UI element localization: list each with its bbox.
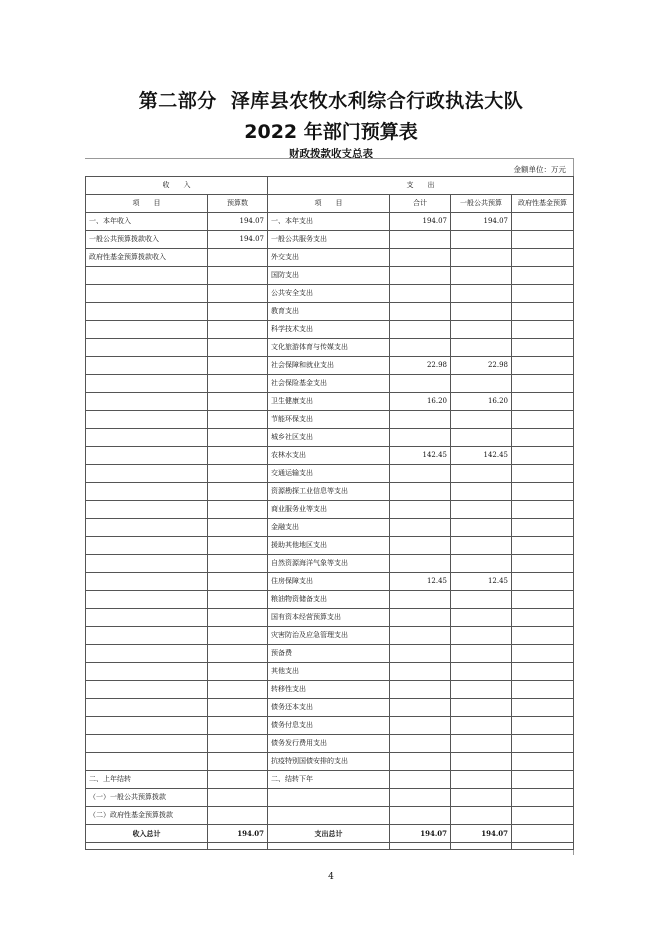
expense-item-cell: 预备费 [268,645,390,663]
expense-item-cell: 城乡社区支出 [268,429,390,447]
header-row-top [86,177,574,195]
expense-total-cell [390,717,451,735]
expense-total-cell [390,537,451,555]
table-row [86,357,574,375]
general-public-cell: 22.98 [451,357,512,375]
expense-total-cell [390,411,451,429]
table-row [86,609,574,627]
income-item-cell: （一）一般公共预算拨款 [86,789,208,807]
general-public-cell [451,807,512,825]
general-public-cell [451,519,512,537]
expense-item-cell: 抗疫特别国债安排的支出 [268,753,390,771]
expense-total-cell [390,555,451,573]
income-item-cell [86,645,208,663]
general-public-cell [451,663,512,681]
income-item-cell [86,627,208,645]
income-item-cell [86,411,208,429]
income-amount-cell [208,699,268,717]
expense-item-cell: 社会保险基金支出 [268,375,390,393]
expense-total-cell: 12.45 [390,573,451,591]
general-public-cell [451,717,512,735]
expense-item-cell: 国有资本经营预算支出 [268,609,390,627]
general-public-cell [451,627,512,645]
table-row [86,681,574,699]
expense-item-cell: 灾害防治及应急管理支出 [268,627,390,645]
expense-total-cell [390,699,451,717]
general-public-cell [451,609,512,627]
income-item-cell [86,537,208,555]
general-public-cell [451,753,512,771]
header-row-columns [86,195,574,213]
expense-item-cell: 社会保障和就业支出 [268,357,390,375]
expense-item-cell: 国防支出 [268,267,390,285]
table-row [86,213,574,231]
income-item-cell [86,735,208,753]
expense-item-cell: 债务还本支出 [268,699,390,717]
income-item-cell [86,267,208,285]
expense-item-cell: 援助其他地区支出 [268,537,390,555]
expense-total-cell [390,429,451,447]
income-amount-cell [208,807,268,825]
general-public-cell [451,735,512,753]
expense-total-cell [390,303,451,321]
income-amount-cell [208,429,268,447]
budget-table [85,176,574,850]
general-public-cell [451,321,512,339]
general-public-total: 194.07 [451,825,512,843]
income-item-cell [86,519,208,537]
expense-total-label: 支出总计 [268,825,390,843]
year-title: 2022 年部门预算表 [244,121,418,143]
expense-item-cell: 债务发行费用支出 [268,735,390,753]
income-amount-cell [208,663,268,681]
expense-item-cell [268,807,390,825]
general-public-cell [451,303,512,321]
gov-fund-cell [512,771,574,789]
general-public-cell: 16.20 [451,393,512,411]
gov-fund-cell [512,519,574,537]
expense-item-cell: 金融支出 [268,519,390,537]
income-item-cell [86,285,208,303]
income-amount-cell [208,339,268,357]
income-item-cell [86,447,208,465]
table-tail-row [86,843,574,850]
gov-fund-cell [512,429,574,447]
income-item-cell [86,465,208,483]
gov-fund-cell [512,447,574,465]
income-item-cell [86,303,208,321]
expense-total-cell [390,645,451,663]
income-item-cell: 一、本年收入 [86,213,208,231]
income-amount-cell [208,321,268,339]
general-public-cell: 142.45 [451,447,512,465]
income-item-cell [86,573,208,591]
gov-fund-cell [512,699,574,717]
tail-cell [86,843,208,850]
general-public-cell [451,771,512,789]
gov-fund-cell [512,573,574,591]
expense-item-cell: 农林水支出 [268,447,390,465]
tail-cell [512,843,574,850]
expense-item-cell: 节能环保支出 [268,411,390,429]
table-row [86,339,574,357]
table-row [86,555,574,573]
income-amount-cell [208,681,268,699]
table-row [86,735,574,753]
general-public-cell [451,411,512,429]
general-public-cell [451,465,512,483]
gov-fund-cell [512,681,574,699]
general-public-cell [451,645,512,663]
part-label: 第二部分 [138,90,217,112]
expense-total-cell [390,663,451,681]
expense-total-cell: 22.98 [390,357,451,375]
gov-fund-cell [512,537,574,555]
table-row [86,753,574,771]
general-public-cell [451,789,512,807]
gov-fund-cell [512,555,574,573]
expense-total-cell [390,501,451,519]
gov-fund-cell [512,483,574,501]
income-item-cell [86,321,208,339]
gov-fund-cell [512,591,574,609]
general-public-cell [451,375,512,393]
general-public-cell [451,249,512,267]
expense-total-cell [390,285,451,303]
general-public-cell [451,591,512,609]
expense-total-cell [390,321,451,339]
expense-total-cell [390,735,451,753]
expense-item-cell: 一、本年支出 [268,213,390,231]
table-row [86,321,574,339]
income-item-cell [86,375,208,393]
expense-item-cell: 文化旅游体育与传媒支出 [268,339,390,357]
expense-item-cell: 交通运输支出 [268,465,390,483]
income-item-cell [86,663,208,681]
expense-item-cell: 一般公共服务支出 [268,231,390,249]
income-amount-cell: 194.07 [208,213,268,231]
income-total-amount: 194.07 [208,825,268,843]
expense-total-cell [390,465,451,483]
table-row [86,231,574,249]
gov-fund-header: 政府性基金预算 [512,195,574,213]
income-amount-cell [208,789,268,807]
table-row [86,789,574,807]
income-item-cell: 一般公共预算拨款收入 [86,231,208,249]
general-public-cell [451,429,512,447]
income-amount-cell [208,573,268,591]
income-amount-cell [208,267,268,285]
table-row [86,375,574,393]
table-row [86,249,574,267]
income-item-cell [86,429,208,447]
income-item-cell [86,393,208,411]
expense-total-cell [390,231,451,249]
table-row [86,591,574,609]
expense-item-cell: 住房保障支出 [268,573,390,591]
income-amount-cell [208,393,268,411]
income-amount-cell [208,771,268,789]
income-amount-cell [208,537,268,555]
gov-fund-cell [512,789,574,807]
gov-fund-cell [512,339,574,357]
table-row [86,699,574,717]
expense-total-cell [390,267,451,285]
expense-item-cell: 资源勘探工业信息等支出 [268,483,390,501]
income-item-cell [86,357,208,375]
gov-fund-cell [512,321,574,339]
gov-fund-cell [512,357,574,375]
document-title [0,86,662,113]
income-item-cell [86,609,208,627]
table-row [86,267,574,285]
table-row [86,771,574,789]
general-public-cell [451,285,512,303]
expense-item-cell: 卫生健康支出 [268,393,390,411]
expense-total-cell [390,609,451,627]
general-public-cell [451,699,512,717]
general-public-cell [451,555,512,573]
gov-fund-cell [512,375,574,393]
expense-item-cell: 外交支出 [268,249,390,267]
tail-cell [268,843,390,850]
income-amount-cell [208,753,268,771]
expense-item-cell [268,789,390,807]
table-row [86,501,574,519]
income-amount-cell [208,447,268,465]
table-row [86,447,574,465]
gov-fund-cell [512,249,574,267]
expense-item-cell: 公共安全支出 [268,285,390,303]
expense-header: 支 出 [268,177,574,195]
income-item-cell [86,501,208,519]
expense-item-cell: 商业服务业等支出 [268,501,390,519]
income-amount-cell [208,411,268,429]
gov-fund-cell [512,213,574,231]
gov-fund-total [512,825,574,843]
income-amount-cell [208,735,268,753]
table-row [86,483,574,501]
gov-fund-cell [512,501,574,519]
expense-item-cell: 教育支出 [268,303,390,321]
table-row [86,393,574,411]
income-amount-cell [208,591,268,609]
expense-total-cell [390,681,451,699]
tail-cell [390,843,451,850]
expense-total-cell [390,627,451,645]
income-amount-cell [208,249,268,267]
expense-total-cell [390,771,451,789]
gov-fund-cell [512,231,574,249]
income-item-cell [86,681,208,699]
gov-fund-cell [512,627,574,645]
income-item-cell [86,717,208,735]
tail-cell [451,843,512,850]
gov-fund-cell [512,267,574,285]
income-total-label: 收入总计 [86,825,208,843]
unit-label: 金额单位：万元 [513,165,566,174]
income-item-cell: 二、上年结转 [86,771,208,789]
income-amount-cell [208,609,268,627]
gov-fund-cell [512,411,574,429]
table-row [86,303,574,321]
general-public-cell [451,267,512,285]
table-row [86,663,574,681]
income-item-cell [86,483,208,501]
table-row [86,465,574,483]
income-amount-cell: 194.07 [208,231,268,249]
gov-fund-cell [512,645,574,663]
gov-fund-cell [512,663,574,681]
income-amount-cell [208,465,268,483]
income-amount-cell [208,555,268,573]
org-name: 泽库县农牧水利综合行政执法大队 [230,90,524,112]
gov-fund-cell [512,807,574,825]
total-header: 合计 [390,195,451,213]
expense-total-cell [390,519,451,537]
tail-cell [208,843,268,850]
general-public-cell: 12.45 [451,573,512,591]
expense-total-cell: 142.45 [390,447,451,465]
income-item-cell [86,555,208,573]
expense-item-cell: 转移性支出 [268,681,390,699]
gov-fund-cell [512,393,574,411]
general-public-cell [451,231,512,249]
expense-total-cell [390,375,451,393]
income-item-cell [86,753,208,771]
income-amount-cell [208,303,268,321]
expense-item-header: 项 目 [268,195,390,213]
income-amount-cell [208,627,268,645]
table-row [86,807,574,825]
gov-fund-cell [512,717,574,735]
income-amount-cell [208,645,268,663]
income-item-cell [86,699,208,717]
expense-total-cell: 194.07 [390,213,451,231]
gov-fund-cell [512,735,574,753]
income-item-cell: 政府性基金预算拨款收入 [86,249,208,267]
table-row [86,285,574,303]
income-amount-cell [208,483,268,501]
income-item-cell [86,591,208,609]
frame-top-line [85,158,573,159]
expense-total-cell [390,591,451,609]
table-row [86,519,574,537]
income-amount-cell [208,501,268,519]
gov-fund-cell [512,285,574,303]
table-row [86,627,574,645]
expense-item-cell: 其他支出 [268,663,390,681]
expense-item-cell: 二、结转下年 [268,771,390,789]
general-public-cell [451,483,512,501]
gov-fund-cell [512,753,574,771]
income-amount-cell [208,357,268,375]
gov-fund-cell [512,465,574,483]
general-public-cell: 194.07 [451,213,512,231]
income-header: 收 入 [86,177,268,195]
budget-amount-header: 预算数 [208,195,268,213]
income-amount-cell [208,285,268,303]
table-row [86,717,574,735]
table-row [86,645,574,663]
gov-fund-cell [512,303,574,321]
expense-total-amount: 194.07 [390,825,451,843]
table-title: 财政拨款收支总表 [289,148,373,160]
table-row [86,411,574,429]
general-public-cell [451,501,512,519]
expense-total-cell [390,339,451,357]
expense-item-cell: 科学技术支出 [268,321,390,339]
income-amount-cell [208,375,268,393]
expense-item-cell: 粮油物资储备支出 [268,591,390,609]
table-row [86,573,574,591]
income-item-cell [86,339,208,357]
income-amount-cell [208,717,268,735]
expense-item-cell: 债务付息支出 [268,717,390,735]
income-amount-cell [208,519,268,537]
income-item-header: 项 目 [86,195,208,213]
expense-total-cell [390,483,451,501]
expense-total-cell [390,249,451,267]
income-item-cell: （二）政府性基金预算拨款 [86,807,208,825]
general-public-cell [451,537,512,555]
gov-fund-cell [512,609,574,627]
table-row [86,537,574,555]
expense-total-cell: 16.20 [390,393,451,411]
totals-row [86,825,574,843]
expense-total-cell [390,789,451,807]
expense-item-cell: 自然资源海洋气象等支出 [268,555,390,573]
page-number: 4 [328,872,334,882]
expense-total-cell [390,807,451,825]
general-public-cell [451,339,512,357]
general-public-cell [451,681,512,699]
general-public-header: 一般公共预算 [451,195,512,213]
table-row [86,429,574,447]
expense-total-cell [390,753,451,771]
